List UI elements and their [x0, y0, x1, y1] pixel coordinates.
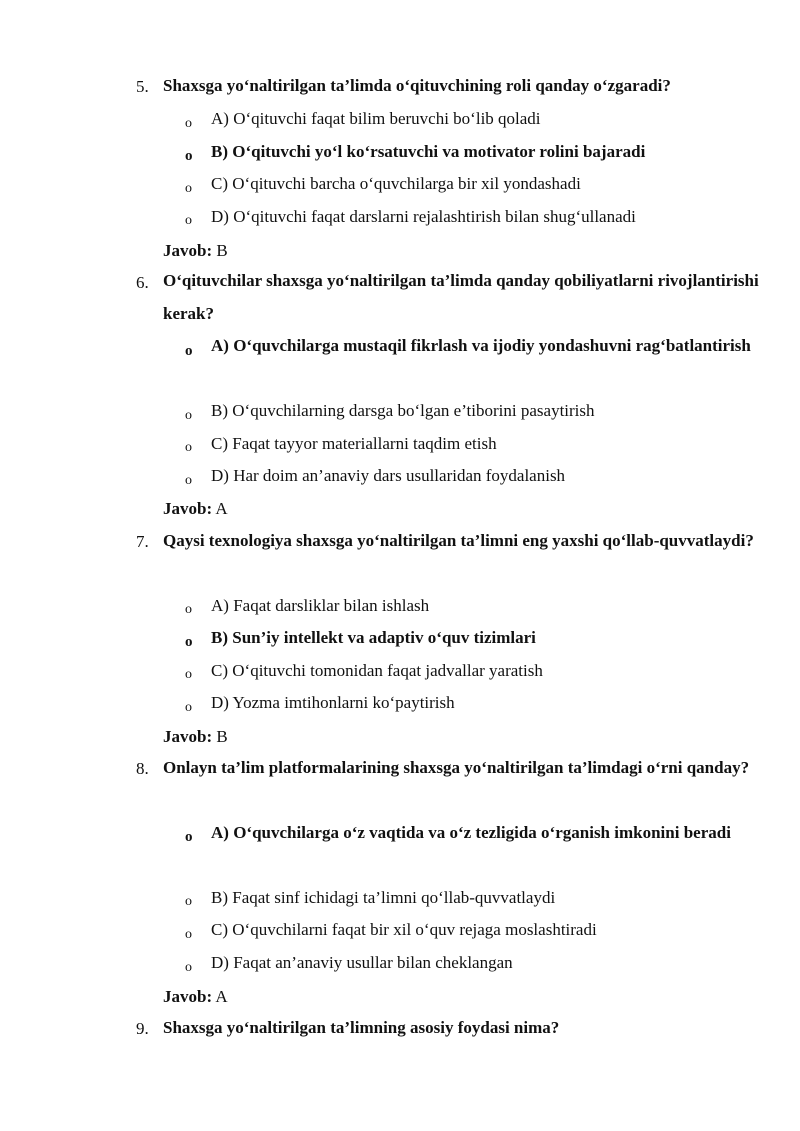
bullet-icon: o	[185, 829, 193, 845]
bullet-icon: o	[185, 667, 192, 682]
answer-line	[163, 727, 228, 747]
question-text: Onlayn ta’lim platformalarining shaxsga yo‘naltirilgan ta’limdagi o‘rni qanday?	[163, 758, 750, 777]
answer-value: B	[212, 241, 228, 260]
question-text: O‘qituvchilar shaxsga yo‘naltirilgan ta’limda qanday qobiliyatlarni rivojlantirishi kerak?	[163, 271, 759, 323]
question-text: Shaxsga yo‘naltirilgan ta’limda o‘qituvchining roli qanday o‘zgaradi?	[163, 76, 671, 95]
bullet-icon: o	[185, 148, 193, 164]
bullet-icon: o	[185, 408, 192, 423]
bullet-icon: o	[185, 473, 192, 488]
answer-value: A	[212, 499, 228, 518]
question-number: 7.	[136, 532, 149, 551]
option-a-correct: A) O‘quvchilarga o‘z vaqtida va o‘z tezligida o‘rganish imkonini beradi	[211, 823, 731, 842]
option-d: D) Har doim an’anaviy dars usullaridan foydalanish	[211, 466, 566, 485]
answer-line	[163, 241, 228, 261]
answer-line	[163, 987, 228, 1007]
option-b-correct: B) Sun’iy intellekt va adaptiv o‘quv tizimlari	[211, 628, 536, 647]
bullet-icon: o	[185, 700, 192, 715]
option-d: D) O‘qituvchi faqat darslarni rejalashtirish bilan shug‘ullanadi	[211, 207, 636, 226]
option-c: C) Faqat tayyor materiallarni taqdim etish	[211, 434, 497, 453]
bullet-icon: o	[185, 960, 192, 975]
question-text: Shaxsga yo‘naltirilgan ta’limning asosiy foydasi nima?	[163, 1018, 560, 1037]
bullet-icon: o	[185, 602, 192, 617]
answer-line	[163, 499, 228, 519]
option-c: C) O‘qituvchi tomonidan faqat jadvallar yaratish	[211, 661, 543, 680]
option-a-correct: A) O‘quvchilarga mustaqil fikrlash va ijodiy yondashuvni rag‘batlantirish	[211, 336, 751, 355]
bullet-icon: o	[185, 927, 192, 942]
bullet-icon: o	[185, 181, 192, 196]
bullet-icon: o	[185, 213, 192, 228]
question-number: 5.	[136, 77, 149, 96]
option-b: B) Faqat sinf ichidagi ta’limni qo‘llab-quvvatlaydi	[211, 888, 556, 907]
option-c: C) O‘qituvchi barcha o‘quvchilarga bir xil yondashadi	[211, 174, 581, 193]
question-number: 8.	[136, 759, 149, 778]
bullet-icon: o	[185, 116, 192, 131]
answer-label: Javob:	[163, 727, 213, 746]
option-a: A) Faqat darsliklar bilan ishlash	[211, 596, 430, 615]
answer-value: A	[212, 987, 228, 1006]
question-number: 6.	[136, 273, 149, 292]
question-number: 9.	[136, 1019, 149, 1038]
option-d: D) Faqat an’anaviy usullar bilan cheklangan	[211, 953, 513, 972]
answer-label: Javob:	[163, 987, 213, 1006]
answer-label: Javob:	[163, 499, 213, 518]
answer-value: B	[212, 727, 228, 746]
option-c: C) O‘quvchilarni faqat bir xil o‘quv rejaga moslashtiradi	[211, 920, 597, 939]
option-b-correct: B) O‘qituvchi yo‘l ko‘rsatuvchi va motivator rolini bajaradi	[211, 142, 646, 161]
answer-label: Javob:	[163, 241, 213, 260]
bullet-icon: o	[185, 894, 192, 909]
option-b: B) O‘quvchilarning darsga bo‘lgan e’tiborini pasaytirish	[211, 401, 595, 420]
bullet-icon: o	[185, 634, 193, 650]
question-text: Qaysi texnologiya shaxsga yo‘naltirilgan ta’limni eng yaxshi qo‘llab-quvvatlaydi?	[163, 531, 754, 550]
option-a: A) O‘qituvchi faqat bilim beruvchi bo‘lib qoladi	[211, 109, 541, 128]
bullet-icon: o	[185, 440, 192, 455]
option-d: D) Yozma imtihonlarni ko‘paytirish	[211, 693, 455, 712]
bullet-icon: o	[185, 343, 193, 359]
